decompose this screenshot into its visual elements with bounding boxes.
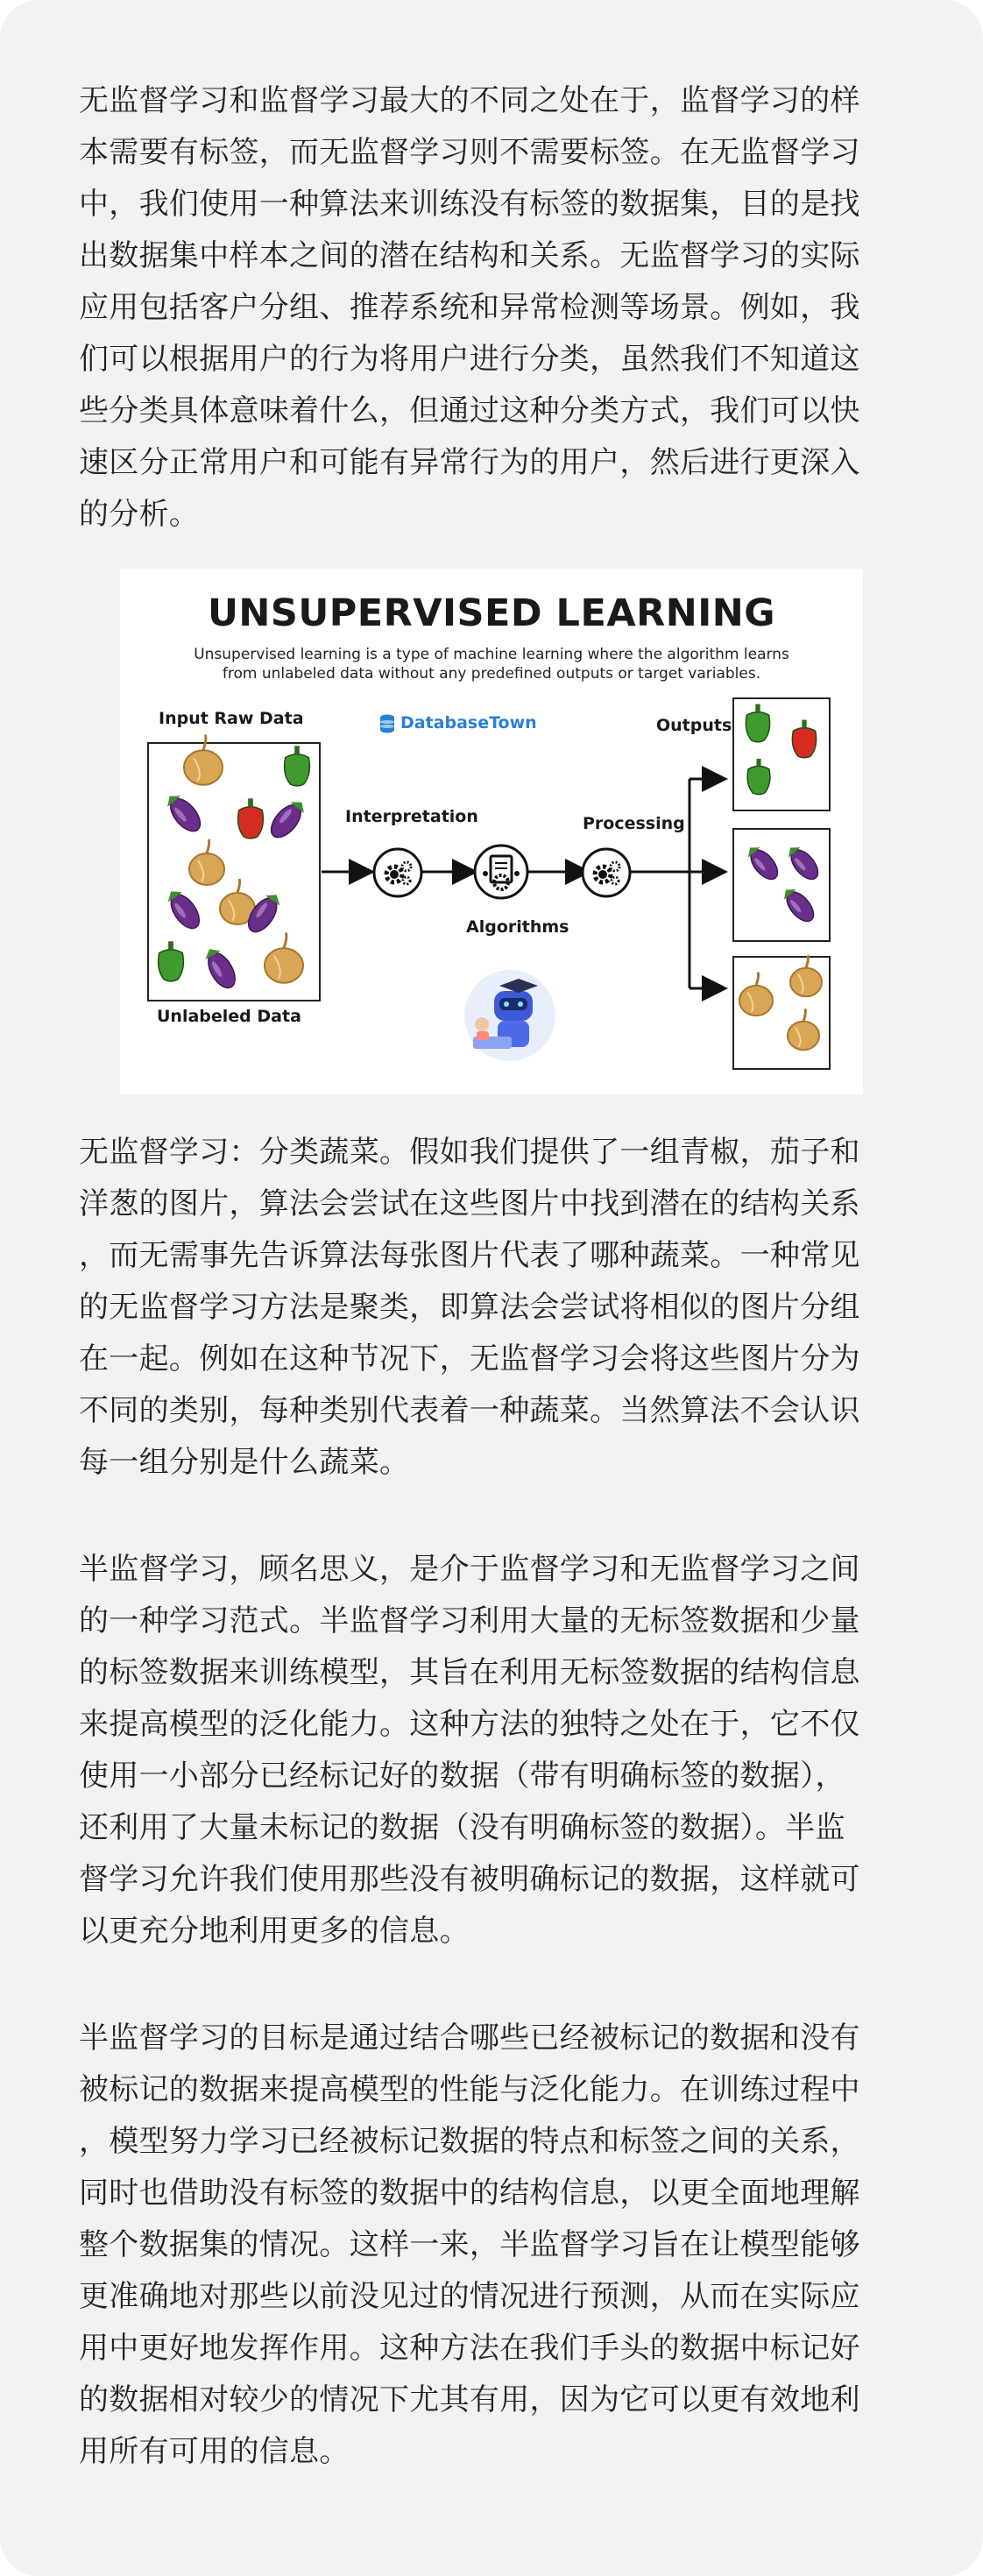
- red-pepper-icon: [238, 798, 264, 839]
- text-line: 本需要有标签，而无监督学习则不需要标签。在无监督学习: [79, 135, 860, 170]
- input-raw-data-label: Input Raw Data: [159, 709, 304, 728]
- text-line: 中，我们使用一种算法来训练没有标签的数据集，目的是找: [79, 187, 860, 222]
- figure-subtitle-line: Unsupervised learning is a type of machine learning where the algorithm learns: [194, 646, 789, 663]
- text-line: ，而无需事先告诉算法每张图片代表了哪种蔬菜。一种常见: [79, 1238, 860, 1273]
- eggplant-icon: [201, 944, 241, 992]
- onion-icon: [189, 839, 224, 885]
- text-line: 的标签数据来训练模型，其旨在利用无标签数据的结构信息: [79, 1655, 860, 1690]
- text-line: 无监督学习：分类蔬菜。假如我们提供了一组青椒，茄子和: [79, 1135, 860, 1170]
- text-line: 的数据相对较少的情况下尤其有用，因为它可以更有效地利: [79, 2382, 860, 2417]
- text-line: 每一组分别是什么蔬菜。: [79, 1445, 410, 1480]
- text-line: 同时也借助没有标签的数据中的结构信息，以更全面地理解: [79, 2176, 860, 2211]
- paragraph-4: [79, 2013, 909, 2478]
- figure-title: UNSUPERVISED LEARNING: [207, 591, 775, 635]
- eggplant-icon: [161, 789, 206, 837]
- green-pepper-icon: [746, 704, 769, 742]
- eggplant-icon: [783, 842, 823, 884]
- text-line: 以更充分地利用更多的信息。: [79, 1914, 470, 1949]
- text-line: 督学习允许我们使用那些没有被明确标记的数据，这样就可: [79, 1862, 860, 1897]
- text-line: 的分析。: [79, 497, 200, 532]
- paragraph-2: [79, 1127, 909, 1489]
- brand-label: DatabaseTown: [400, 713, 537, 732]
- green-pepper-icon: [159, 941, 184, 981]
- onion-icon: [788, 1008, 819, 1050]
- paragraph-3: [79, 1544, 909, 1957]
- text-line: 使用一小部分已经标记好的数据（带有明确标签的数据），: [79, 1759, 845, 1794]
- eggplant-icon: [779, 884, 818, 926]
- green-pepper-icon: [285, 746, 310, 786]
- text-line: 用中更好地发挥作用。这种方法在我们手头的数据中标记好: [79, 2331, 860, 2366]
- eggplant-icon: [162, 885, 204, 933]
- text-line: 出数据集中样本之间的潜在结构和关系。无监督学习的实际: [79, 238, 860, 273]
- text-line: 还利用了大量未标记的数据（没有明确标签的数据）。半监: [79, 1810, 845, 1845]
- text-line: 整个数据集的情况。这样一来，半监督学习旨在让模型能够: [79, 2227, 860, 2262]
- algorithms-label: Algorithms: [466, 917, 569, 937]
- text-line: 些分类具体意味着什么，但通过这种分类方式，我们可以快: [79, 393, 860, 428]
- eggplant-icon: [743, 842, 782, 884]
- text-line: 们可以根据用户的行为将用户进行分类，虽然我们不知道这: [79, 342, 860, 377]
- eggplant-icon: [265, 796, 310, 843]
- figure-subtitle-line: from unlabeled data without any predefined outputs or target variables.: [222, 665, 761, 683]
- unlabeled-data-label: Unlabeled Data: [157, 1007, 301, 1026]
- paragraph-1: [79, 75, 909, 541]
- vegetable-icons: [120, 569, 863, 1094]
- onion-icon: [790, 955, 822, 996]
- text-line: 在一起。例如在这种节况下，无监督学习会将这些图片分为: [79, 1341, 860, 1376]
- text-line: 半监督学习，顾名思义，是介于监督学习和无监督学习之间: [79, 1552, 860, 1587]
- text-line: 洋葱的图片，算法会尝试在这些图片中找到潜在的结构关系: [79, 1186, 860, 1221]
- text-line: 来提高模型的泛化能力。这种方法的独特之处在于，它不仅: [79, 1707, 860, 1742]
- unsupervised-learning-figure: [120, 569, 863, 1094]
- text-line: 无监督学习和监督学习最大的不同之处在于，监督学习的样: [79, 83, 860, 118]
- outputs-label: Outputs: [656, 716, 732, 735]
- onion-icon: [265, 933, 303, 983]
- text-line: 被标记的数据来提高模型的性能与泛化能力。在训练过程中: [79, 2072, 860, 2107]
- text-line: 不同的类别，每种类别代表着一种蔬菜。当然算法不会认识: [79, 1393, 860, 1428]
- processing-label: Processing: [583, 814, 685, 833]
- red-pepper-icon: [792, 720, 816, 758]
- onion-icon: [739, 973, 773, 1016]
- text-line: 用所有可用的信息。: [79, 2434, 350, 2469]
- text-line: 更准确地对那些以前没见过的情况进行预测，从而在实际应: [79, 2279, 860, 2314]
- text-line: 速区分正常用户和可能有异常行为的用户，然后进行更深入: [79, 445, 860, 480]
- green-pepper-icon: [747, 759, 770, 795]
- onion-icon: [184, 735, 223, 785]
- text-line: 的一种学习范式。半监督学习利用大量的无标签数据和少量: [79, 1603, 860, 1638]
- interpretation-label: Interpretation: [345, 807, 478, 826]
- text-line: 半监督学习的目标是通过结合哪些已经被标记的数据和没有: [79, 2020, 860, 2056]
- text-line: 应用包括客户分组、推荐系统和异常检测等场景。例如，我: [79, 290, 860, 325]
- text-line: 的无监督学习方法是聚类，即算法会尝试将相似的图片分组: [79, 1290, 860, 1325]
- text-line: ，模型努力学习已经被标记数据的特点和标签之间的关系，: [79, 2124, 860, 2159]
